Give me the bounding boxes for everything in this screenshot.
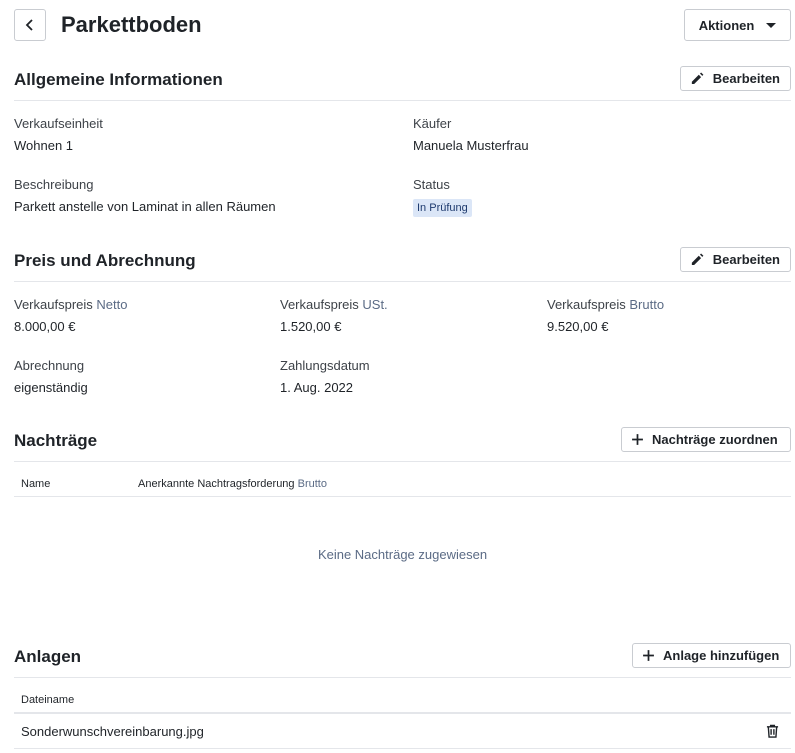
buyer-label: Käufer [413,116,452,131]
caret-down-icon [766,23,776,28]
status-badge: In Prüfung [413,199,472,217]
unit-label: Verkaufseinheit [14,116,103,131]
edit-label: Bearbeiten [712,71,780,86]
gross-price-label [547,297,664,313]
edit-label: Bearbeiten [712,252,780,267]
chevron-left-icon [25,19,35,31]
pricing-section-title: Preis und Abrechnung [14,251,196,270]
attachments-table-header [14,691,791,713]
vat-field [280,297,388,335]
back-button[interactable] [14,9,46,41]
plus-icon [631,433,644,446]
vat-label-accent: USt. [362,297,388,312]
trash-icon[interactable] [766,724,779,743]
plus-icon [642,649,655,662]
net-price-label [14,297,127,313]
attachments-section-header [14,643,791,678]
supplements-section-header [14,427,791,462]
actions-dropdown-button[interactable] [684,9,791,41]
net-price-field [14,297,127,335]
billing-field [14,358,88,396]
vat-label-main: Verkaufspreis [280,297,359,312]
assign-supplements-button[interactable] [621,427,791,452]
description-value: Parkett anstelle von Laminat in allen Räumen [14,199,276,214]
description-label: Beschreibung [14,177,94,192]
net-price-label-main: Verkaufspreis [14,297,93,312]
supplements-section-title: Nachträge [14,431,98,450]
gross-price-label-main: Verkaufspreis [547,297,626,312]
net-price-value: 8.000,00 € [14,319,76,334]
page-title: Parkettboden [61,12,202,37]
add-attachment-label: Anlage hinzufügen [663,648,780,663]
col-claim-header [138,478,327,490]
page-header [14,9,791,41]
attachments-section-title: Anlagen [14,647,82,666]
gross-price-value: 9.520,00 € [547,319,609,334]
billing-value: eigenständig [14,380,88,395]
supplements-table-header [14,475,791,497]
unit-value: Wohnen 1 [14,138,74,153]
col-name-header: Name [21,478,51,490]
description-field [14,177,276,215]
file-name[interactable]: Sonderwunschvereinbarung.jpg [21,724,204,739]
pencil-icon [690,252,705,267]
col-claim-accent: Brutto [297,478,327,490]
general-section-title: Allgemeine Informationen [14,70,223,89]
vat-label [280,297,388,313]
vat-value: 1.520,00 € [280,319,342,334]
col-claim-main: Anerkannte Nachtragsforderung [138,478,295,490]
assign-supplements-label: Nachträge zuordnen [652,432,778,447]
billing-label: Abrechnung [14,358,85,373]
pricing-edit-button[interactable] [680,247,791,272]
table-row[interactable] [14,713,791,749]
status-field [413,177,472,217]
unit-field [14,116,103,154]
col-filename-header: Dateiname [21,694,75,706]
actions-label: Aktionen [698,17,755,33]
net-price-label-accent: Netto [96,297,128,312]
gross-price-label-accent: Brutto [629,297,665,312]
gross-price-field [547,297,664,335]
buyer-value: Manuela Musterfrau [413,138,529,153]
payment-date-field [280,358,370,396]
buyer-field [413,116,529,154]
add-attachment-button[interactable] [632,643,791,668]
pricing-section-header [14,247,791,282]
supplements-empty-state: Keine Nachträge zugewiesen [317,547,488,562]
payment-date-value: 1. Aug. 2022 [280,380,354,395]
pencil-icon [690,71,705,86]
status-label: Status [413,177,450,192]
general-edit-button[interactable] [680,66,791,91]
payment-date-label: Zahlungsdatum [280,358,370,373]
general-section-header [14,66,791,101]
